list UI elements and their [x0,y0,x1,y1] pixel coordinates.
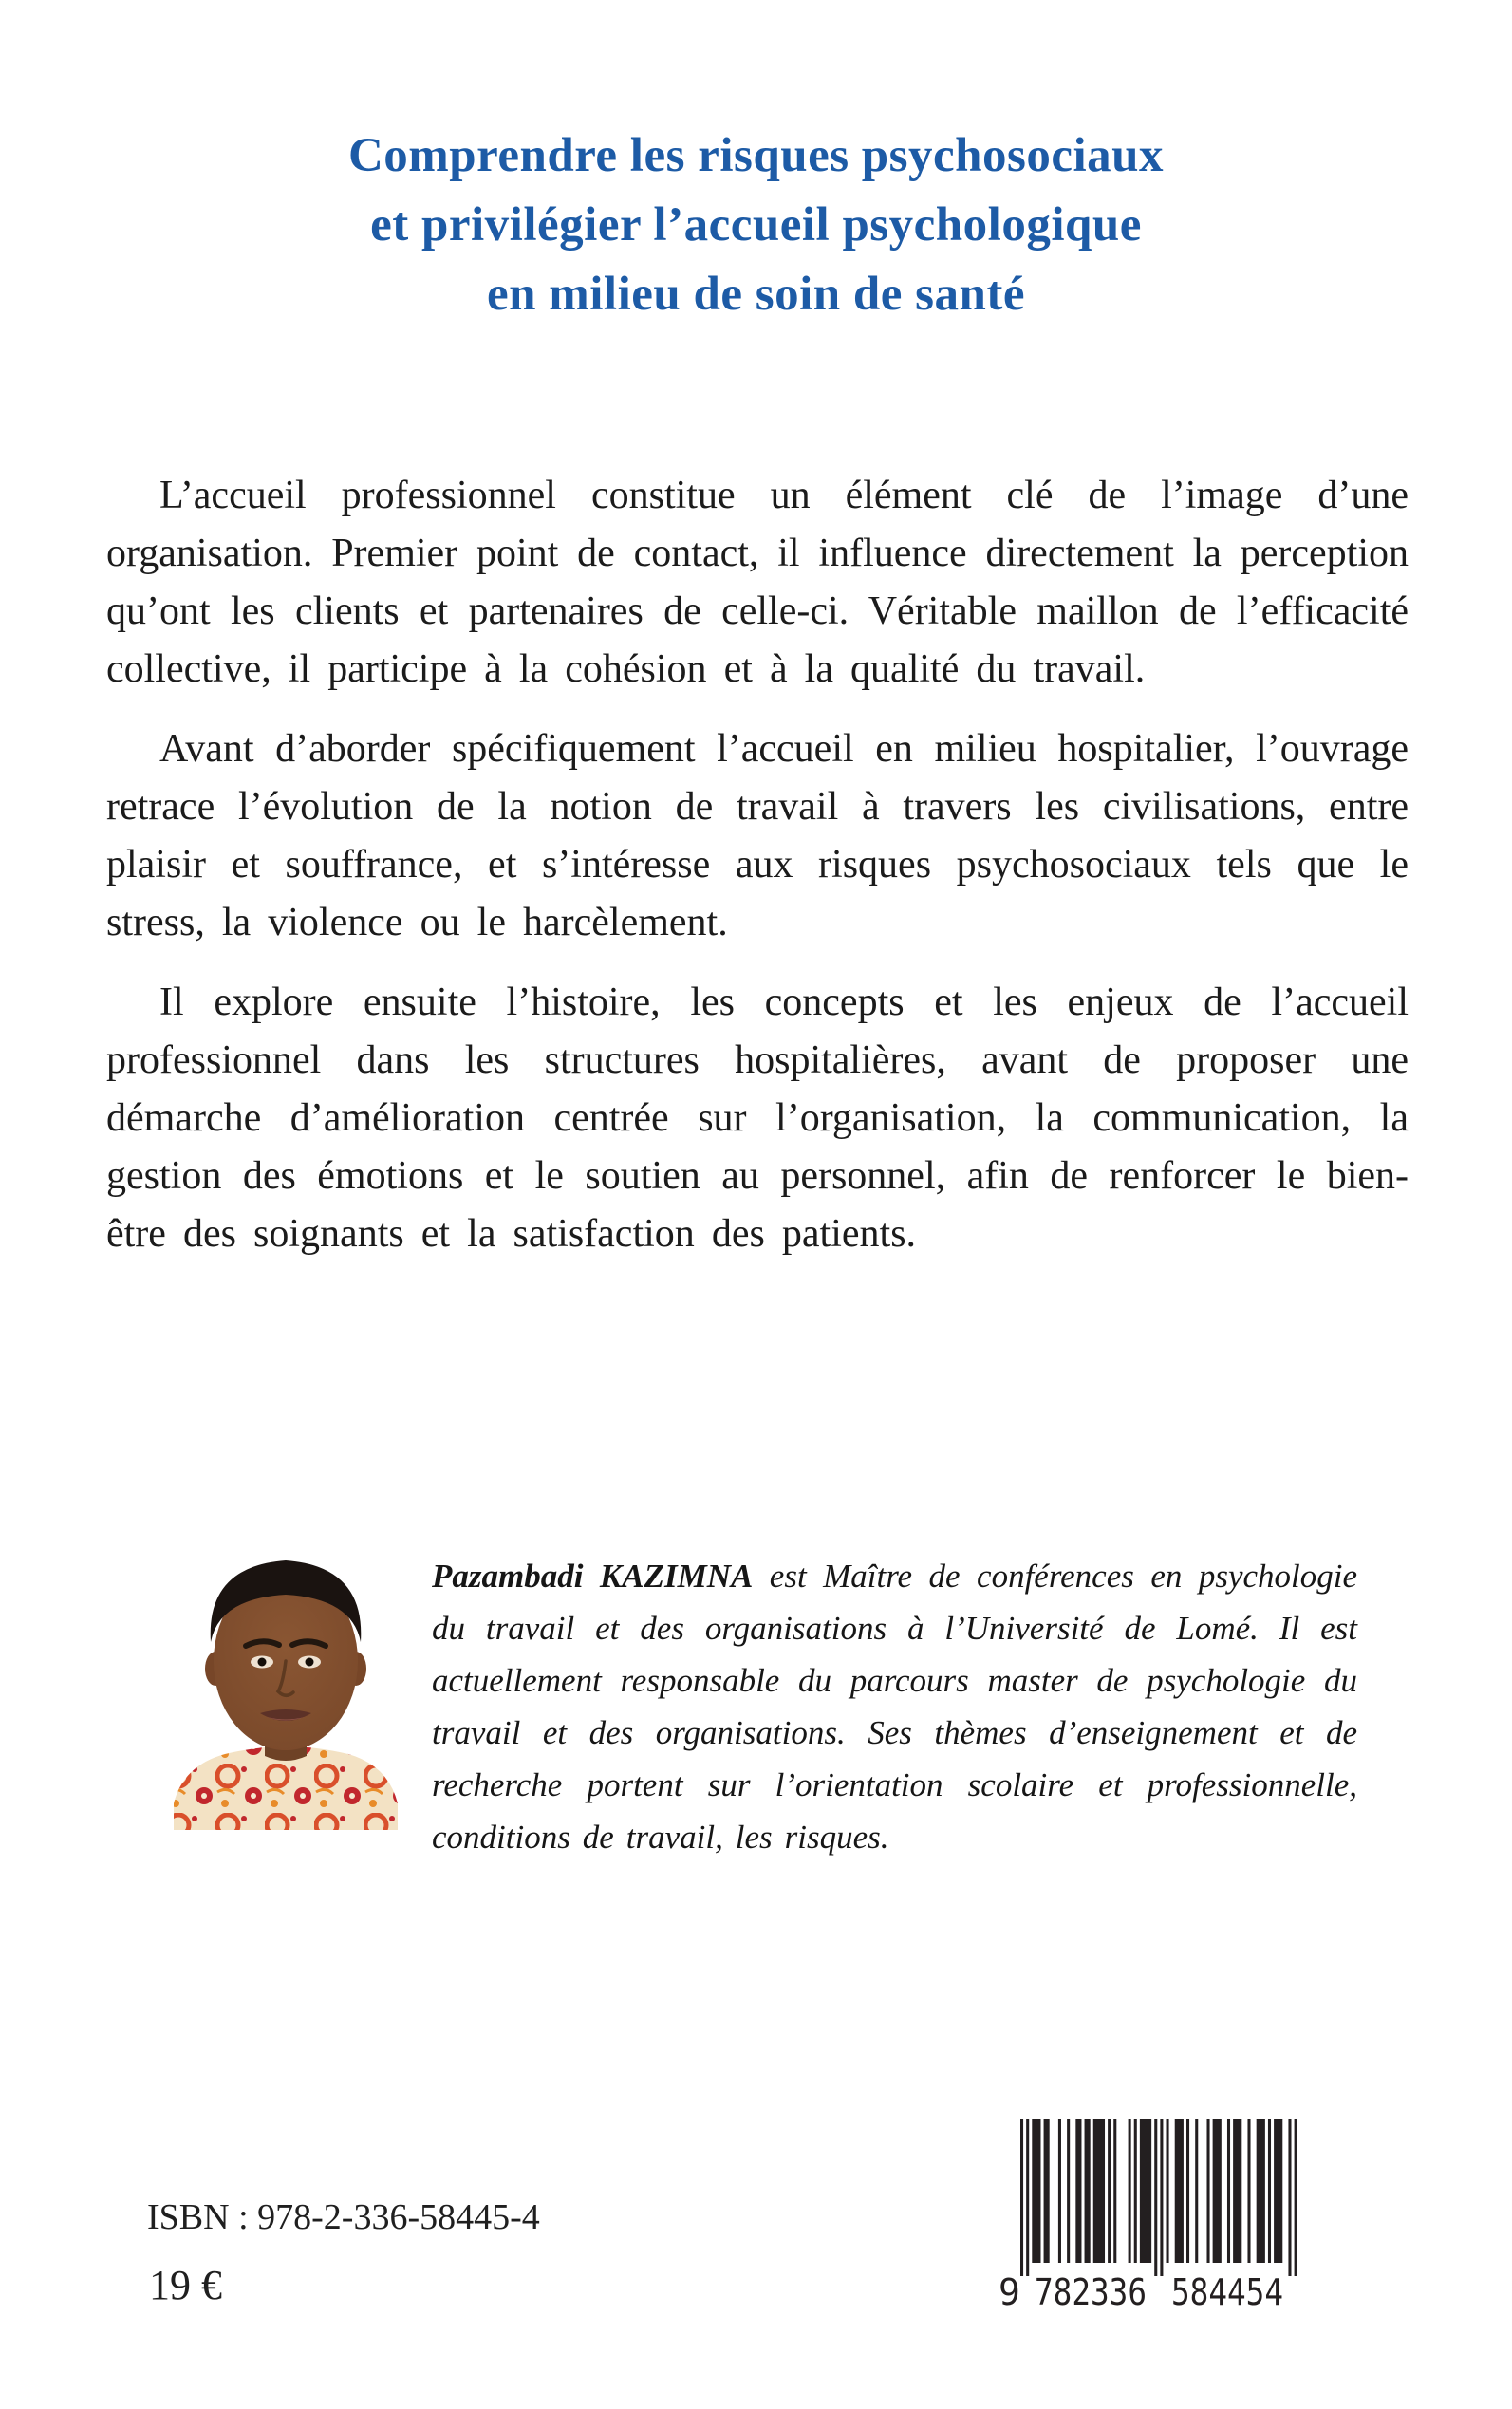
book-title-line-3: en milieu de soin de santé [487,268,1025,321]
book-title [0,121,1512,329]
isbn-text: ISBN : 978-2-336-58445-4 [147,2197,540,2237]
price-text: 19 € [149,2262,222,2308]
author-name: Pazambadi KAZIMNA [432,1558,754,1595]
svg-text:584454: 584454 [1171,2271,1283,2308]
synopsis-paragraph-3: Il explore ensuite l’histoire, les concepts et les enjeux de l’accueil professionnel dans les structures hospitalières, avant de proposer une démarche d’amélioration centrée sur l’organisation, la communication, la gestion des émotions et le soutien au personnel, afin de renforcer le bien-être des soignants et la satisfaction des patients. [106,980,1409,1256]
synopsis-paragraph-2: Avant d’aborder spécifiquement l’accueil en milieu hospitalier, l’ouvrage retrace l’évolution de la notion de travail à travers les civilisations, entre plaisir et souffrance, et s’intéresse aux risques psychosociaux tels que le stress, la violence ou le harcèlement. [106,727,1409,944]
author-photo [166,1517,405,1830]
barcode [995,2119,1314,2308]
book-title-line-2: et privilégier l’accueil psychologique [370,198,1142,252]
synopsis-paragraph-1: L’accueil professionnel constitue un élément clé de l’image d’une organisation. Premier point de contact, il influence directement la perception qu’ont les clients et partenaires de celle-ci. Véritable maillon de l’efficacité collective, il participe à la cohésion et à la qualité du travail. [106,474,1409,691]
svg-text:782336: 782336 [1035,2271,1147,2308]
synopsis [106,467,1409,1285]
book-title-line-1: Comprendre les risques psychosociaux [347,129,1165,182]
author-bio-text: est Maître de conférences en psychologie du travail et des organisations à l’Université de Lomé. Il est actuellement responsable du parcours master de psychologie du travail et des organisations. Ses thèmes d’enseignement et de recherche portent sur l’orientation scolaire et professionnelle, conditions de travail, les risques. [432,1558,1357,1856]
author-portrait-graphic [166,1517,405,1830]
author-bio [432,1550,1357,1863]
svg-text:9: 9 [999,2271,1020,2308]
barcode-graphic [995,2119,1314,2308]
